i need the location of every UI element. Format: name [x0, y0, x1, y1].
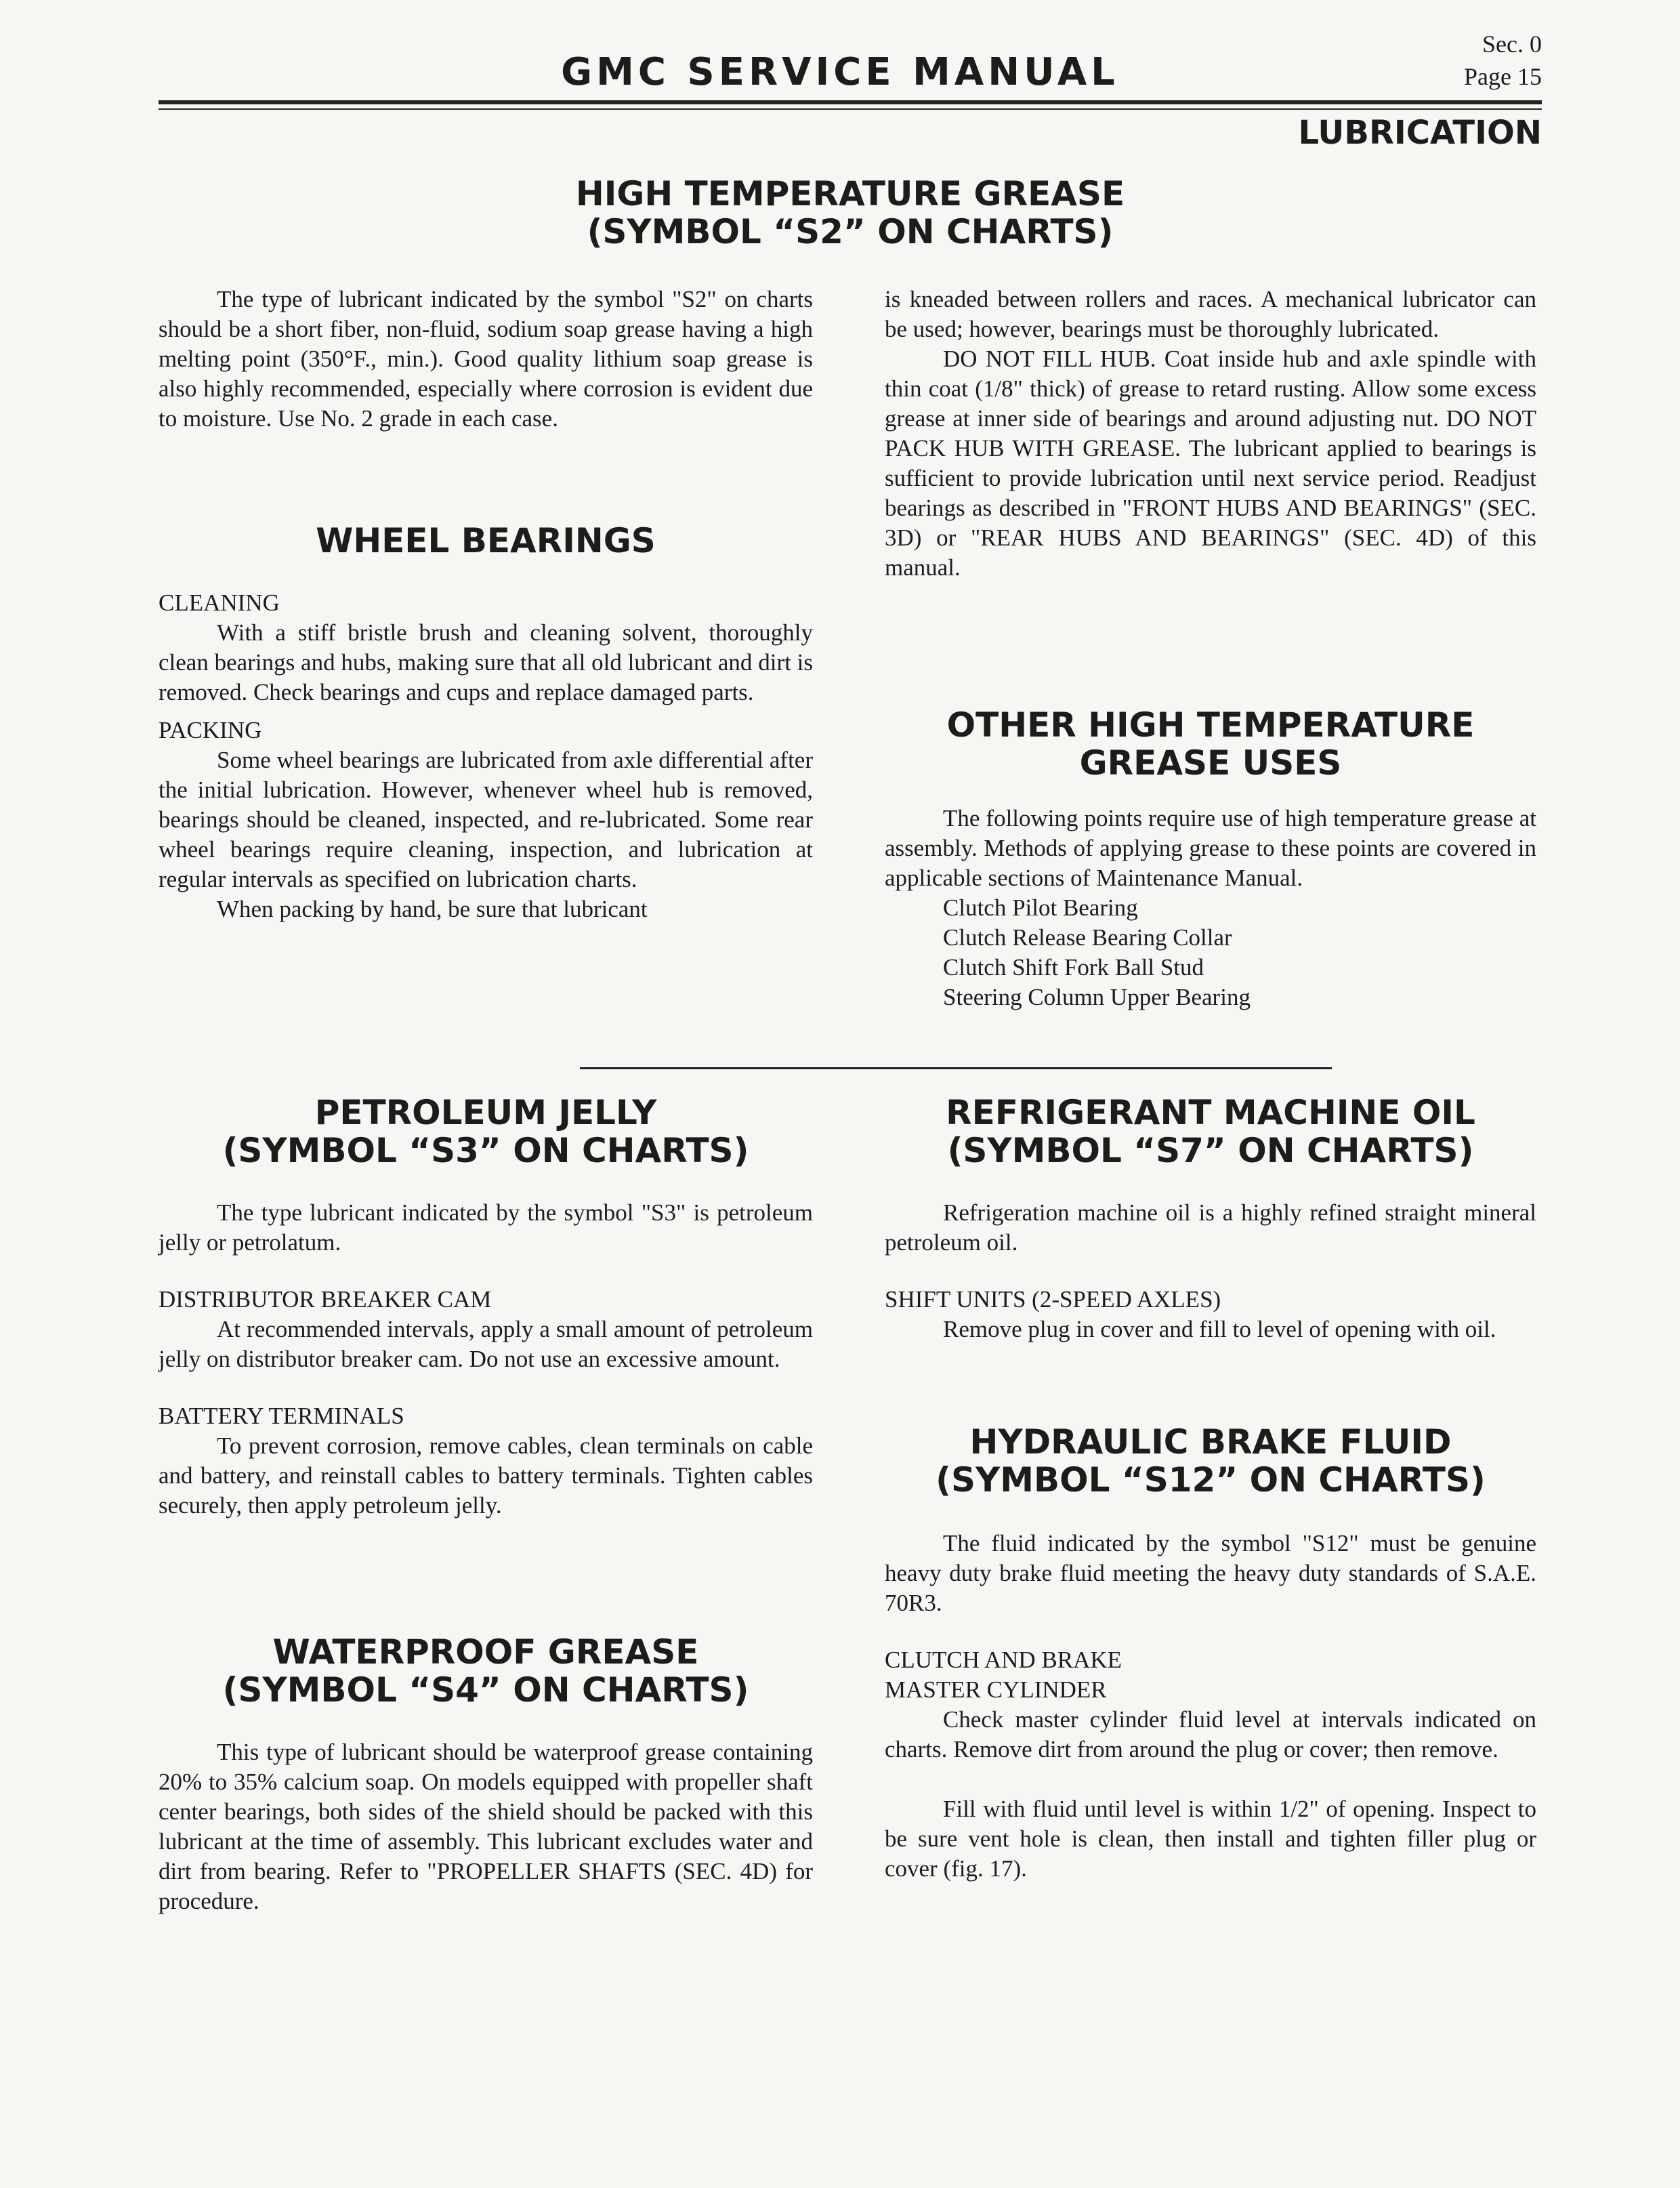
s4-body: This type of lubricant should be waterproof grease containing 20% to 35% calcium soap. On models equipped with propeller shaft center bearings, both sides of the shield should be packed with this lubricant at the time of assembly. This lubricant excludes water and dirt from bearing. Refer to "PROPELLER SHAFTS (SEC. 4D) for procedure.	[159, 1739, 813, 1914]
hand-packing-text: When packing by hand, be sure that lubricant	[217, 896, 648, 922]
waterproof-grease-section	[159, 1737, 813, 1916]
cleaning-label: CLEANING	[159, 590, 280, 616]
petroleum-jelly-section	[159, 1198, 813, 1521]
heading-refrigerant-machine-oil: REFRIGERANT MACHINE OIL (SYMBOL “S7” ON CHARTS)	[946, 1093, 1475, 1170]
section-number: Sec. 0	[1482, 30, 1542, 58]
refrigerant-oil-section	[885, 1198, 1536, 1344]
section-divider	[580, 1067, 1332, 1069]
s7-body: Refrigeration machine oil is a highly refined straight mineral petroleum oil.	[885, 1199, 1536, 1256]
heading-waterproof-grease: WATERPROOF GREASE (SYMBOL “S4” ON CHARTS)	[222, 1632, 749, 1710]
header-rule-thick	[159, 100, 1542, 104]
brake-fluid-section	[885, 1529, 1536, 1884]
wheel-bearings-continued: is kneaded between rollers and races. A mechanical lubricator can be used; however, bearings must be thoroughly lubricated.	[885, 286, 1536, 342]
distributor-text: At recommended intervals, apply a small amount of petroleum jelly on distributor breaker cam. Do not use an excessive amount.	[159, 1316, 813, 1372]
master-cylinder-label-line1: CLUTCH AND BRAKE	[885, 1647, 1122, 1673]
cleaning-text: With a stiff bristle brush and cleaning solvent, thoroughly clean bearings and hubs, making sure that all old lubricant and dirt is removed. Check bearings and cups and replace damaged parts.	[159, 619, 813, 705]
heading-wheel-bearings: WHEEL BEARINGS	[316, 521, 656, 560]
manual-title: GMC SERVICE MANUAL	[561, 50, 1119, 94]
section-name: LUBRICATION	[1298, 114, 1542, 152]
heading-high-temperature-grease: HIGH TEMPERATURE GREASE (SYMBOL “S2” ON CHARTS)	[575, 174, 1125, 251]
column-left-top	[159, 285, 813, 434]
distributor-label: DISTRIBUTOR BREAKER CAM	[159, 1286, 492, 1313]
column-right-top	[885, 285, 1536, 583]
battery-label: BATTERY TERMINALS	[159, 1403, 404, 1429]
list-item: Steering Column Upper Bearing	[943, 984, 1251, 1010]
s2-body: The type of lubricant indicated by the symbol "S2" on charts should be a short fiber, non-fluid, sodium soap grease having a high melting point (350°F., min.). Good quality lithium soap grease is also highly recommended, especially where corrosion is evident due to moisture. Use No. 2 grade in each case.	[159, 286, 813, 432]
hub-text: DO NOT FILL HUB. Coat inside hub and axle spindle with thin coat (1/8" thick) of grease to retard rusting. Allow some excess grease at inner side of bearings and around adjusting nut. DO NOT PACK HUB WITH GREASE. The lubricant applied to bearings is sufficient to provide lubrication until next service period. Readjust bearings as described in "FRONT HUBS AND BEARINGS" (SEC. 3D) or "REAR HUBS AND BEARINGS" (SEC. 4D) of this manual.	[885, 346, 1536, 581]
other-uses-body: The following points require use of high temperature grease at assembly. Methods of applying grease to these points are covered in applicable sections of Maintenance Manual.	[885, 805, 1536, 891]
wheel-bearings-section	[159, 588, 813, 924]
s3-body: The type lubricant indicated by the symbol "S3" is petroleum jelly or petrolatum.	[159, 1199, 813, 1256]
heading-petroleum-jelly: PETROLEUM JELLY (SYMBOL “S3” ON CHARTS)	[222, 1093, 749, 1170]
header-rule-thin	[159, 108, 1542, 110]
other-uses-section	[885, 804, 1536, 1012]
list-item: Clutch Release Bearing Collar	[943, 924, 1232, 951]
list-item: Clutch Pilot Bearing	[943, 894, 1138, 921]
packing-label: PACKING	[159, 717, 262, 743]
fill-text: Fill with fluid until level is within 1/2" of opening. Inspect to be sure vent hole is clean, then install and tighten filler plug or cover (fig. 17).	[885, 1796, 1536, 1882]
shift-units-text: Remove plug in cover and fill to level of opening with oil.	[943, 1316, 1496, 1342]
shift-units-label: SHIFT UNITS (2-SPEED AXLES)	[885, 1286, 1221, 1313]
grease-points-list	[885, 893, 1536, 1012]
list-item: Clutch Shift Fork Ball Stud	[943, 954, 1204, 981]
master-cylinder-label-line2: MASTER CYLINDER	[885, 1676, 1107, 1703]
page-number: Page 15	[1464, 63, 1542, 90]
battery-text: To prevent corrosion, remove cables, clean terminals on cable and battery, and reinstall cables to battery terminals. Tighten cables securely, then apply petroleum jelly.	[159, 1432, 813, 1519]
master-cylinder-text: Check master cylinder fluid level at intervals indicated on charts. Remove dirt from around the plug or cover; then remove.	[885, 1706, 1536, 1762]
heading-other-high-temperature-grease-uses: OTHER HIGH TEMPERATURE GREASE USES	[946, 705, 1475, 783]
s12-body: The fluid indicated by the symbol "S12" must be genuine heavy duty brake fluid meeting the heavy duty standards of S.A.E. 70R3.	[885, 1530, 1536, 1616]
packing-text: Some wheel bearings are lubricated from axle differential after the initial lubrication. However, whenever wheel hub is removed, bearings should be cleaned, inspected, and re-lubricated. Some rear wheel bearings require cleaning, inspection, and lubrication at regular intervals as specified on lubrication charts.	[159, 747, 813, 892]
heading-hydraulic-brake-fluid: HYDRAULIC BRAKE FLUID (SYMBOL “S12” ON CHARTS)	[936, 1422, 1486, 1500]
